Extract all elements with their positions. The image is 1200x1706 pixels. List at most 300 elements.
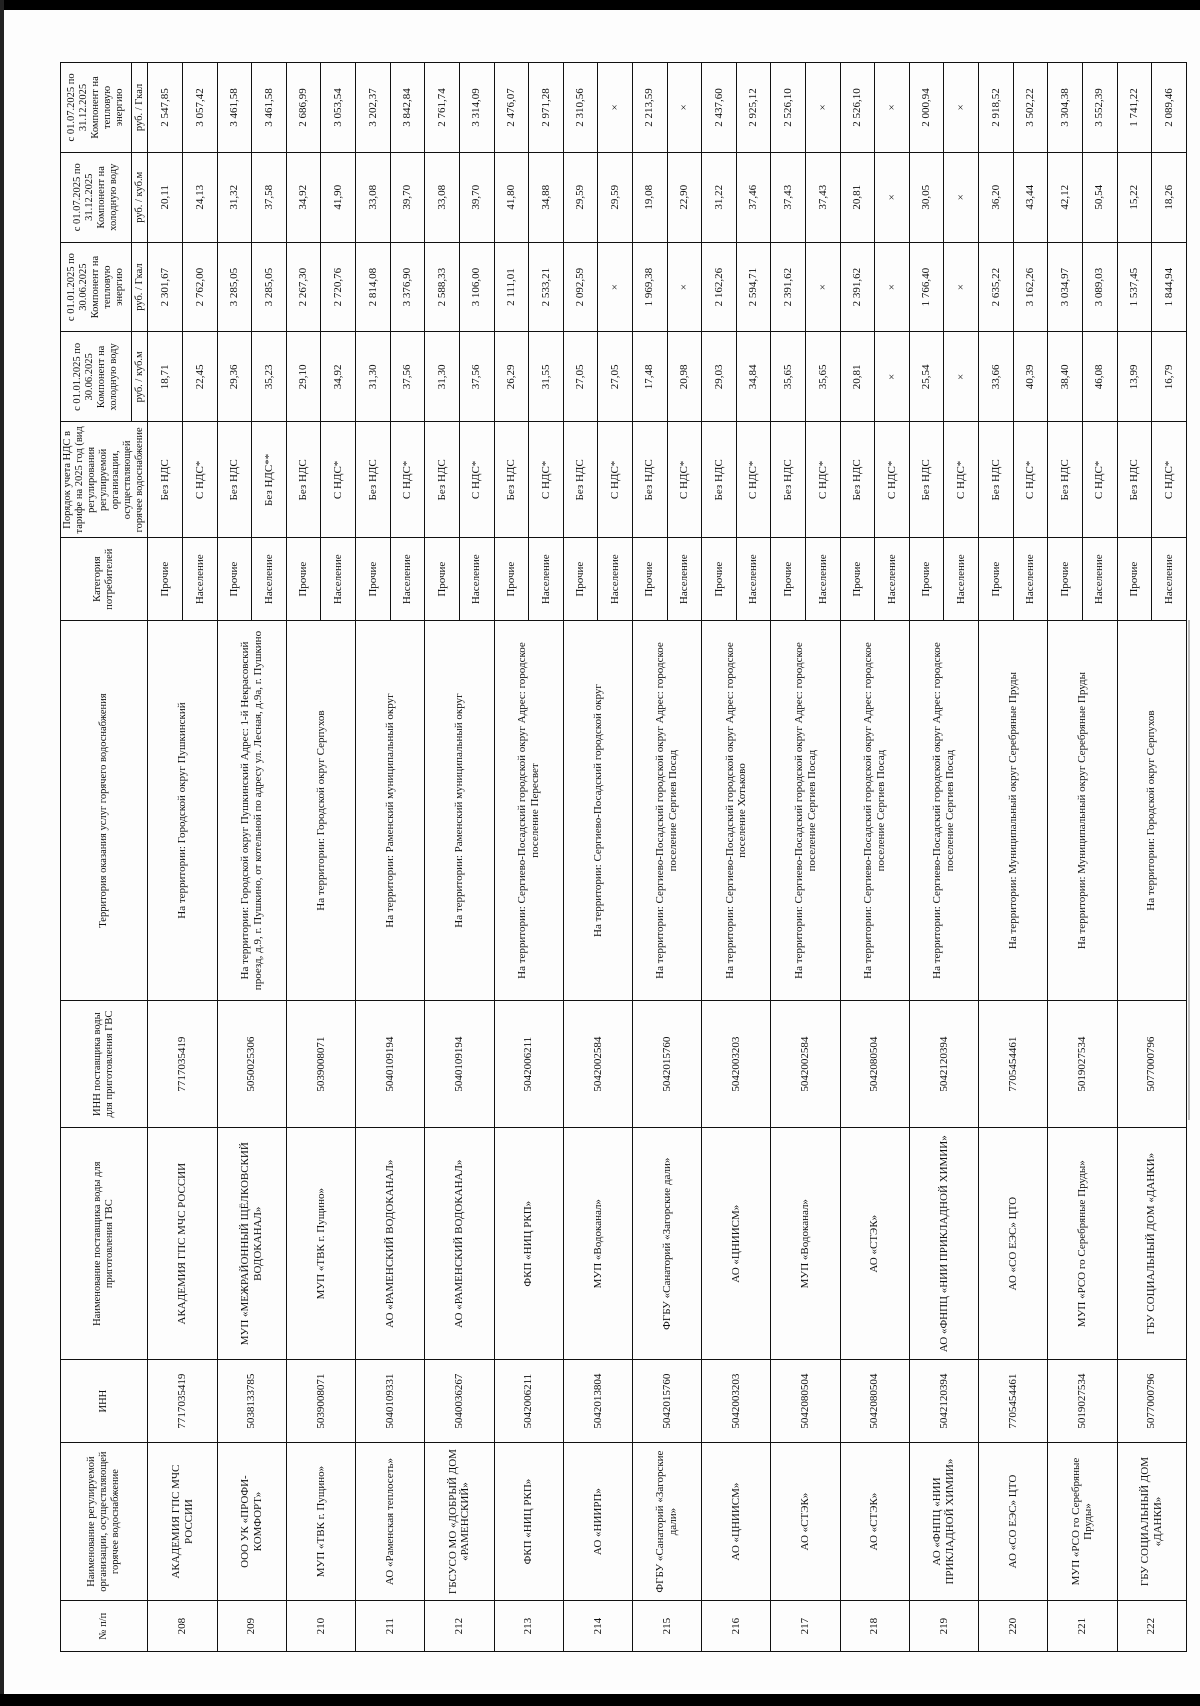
vat-mode: Без НДС [494,422,529,538]
consumer-category: Прочие [286,538,321,620]
org-inn: 5042003203 [702,1360,771,1442]
org-name: АКАДЕМИЯ ГПС МЧС РОССИИ [148,1442,217,1600]
p2-cold-value: 37,46 [736,152,771,242]
org-inn: 5019027534 [1048,1360,1117,1442]
org-inn: 5077000796 [1117,1360,1187,1442]
supplier-name: МУП «МЕЖРАЙОННЫЙ ЩЁЛКОВСКИЙ ВОДОКАНАЛ» [217,1128,286,1360]
row-number: 218 [840,1601,909,1652]
p2-cold-value: 37,43 [806,152,841,242]
row-number: 208 [148,1601,217,1652]
supplier-inn: 5039008071 [286,1001,355,1128]
p1-heat-value: 2 762,00 [183,242,218,332]
p1-heat-value: × [667,242,702,332]
row-number: 216 [702,1601,771,1652]
supplier-name: АО «СО ЕЭС» ЦТО [979,1128,1048,1360]
p2-heat-value: 3 314,09 [459,63,494,153]
territory: На территории: Городской округ Пушкинский Адрес: 1-й Некрасовский проезд, д.9, г. Пушкино, от котельной по адресу ул. Лесная, д.9а, г. Пушкино [217,620,286,1000]
consumer-category: Прочие [771,538,806,620]
table-row [632,63,667,1652]
supplier-inn: 5019027534 [1048,1001,1117,1128]
vat-mode: С НДС* [183,422,218,538]
p2-cold-value: 31,32 [217,152,252,242]
vat-mode: С НДС* [459,422,494,538]
p2-cold-value: 36,20 [979,152,1014,242]
p2-heat-value: 3 461,58 [252,63,287,153]
vat-mode: С НДС* [806,422,841,538]
header-org: Наименование регулируемой организации, осуществляющей горячее водоснабжение [61,1442,148,1600]
territory: На территории: Раменский муниципальный округ [356,620,425,1000]
supplier-inn: 5077000796 [1117,1001,1187,1128]
org-inn: 5042006211 [494,1360,563,1442]
consumer-category: Прочие [356,538,391,620]
vat-mode: С НДС* [944,422,979,538]
unit-p2-cold: руб. / куб.м [131,152,148,242]
consumer-category: Население [944,538,979,620]
p1-heat-value: 3 106,00 [459,242,494,332]
p1-heat-value: 2 162,26 [702,242,737,332]
p1-heat-value: 1 969,38 [632,242,667,332]
vat-mode: Без НДС [632,422,667,538]
p2-heat-value: 2 526,10 [840,63,875,153]
unit-p1-cold: руб. / куб.м [131,332,148,422]
header-p1-heat: с 01.01.2025 по 30.06.2025 Компонент на тепловую энергию [61,242,132,332]
supplier-inn: 5042002584 [563,1001,632,1128]
p2-cold-value: 34,92 [286,152,321,242]
supplier-name: АО «ЦНИИСМ» [702,1128,771,1360]
p2-cold-value: 42,12 [1048,152,1083,242]
p1-cold-value: 31,30 [356,332,391,422]
consumer-category: Население [875,538,910,620]
row-number: 211 [356,1601,425,1652]
p2-heat-value: 2 918,52 [979,63,1014,153]
org-inn: 5042013804 [563,1360,632,1442]
vat-mode: Без НДС [425,422,460,538]
row-number: 214 [563,1601,632,1652]
supplier-name: АКАДЕМИЯ ГПС МЧС РОССИИ [148,1128,217,1360]
row-number: 209 [217,1601,286,1652]
org-inn: 7717035419 [148,1360,217,1442]
p1-heat-value: 3 285,05 [252,242,287,332]
org-name: АО «СТЭК» [771,1442,840,1600]
p1-cold-value: 37,56 [390,332,425,422]
table-row [979,63,1014,1652]
p1-cold-value: 13,99 [1117,332,1152,422]
consumer-category: Прочие [840,538,875,620]
p1-cold-value: 35,23 [252,332,287,422]
org-inn: 5040109331 [356,1360,425,1442]
vat-mode: Без НДС [840,422,875,538]
supplier-inn: 5042003203 [702,1001,771,1128]
vat-mode: С НДС* [736,422,771,538]
row-number: 213 [494,1601,563,1652]
p1-heat-value: 2 092,59 [563,242,598,332]
supplier-inn: 5042080504 [840,1001,909,1128]
supplier-inn: 7717035419 [148,1001,217,1128]
p1-heat-value: 3 376,90 [390,242,425,332]
p1-cold-value: 37,56 [459,332,494,422]
vat-mode: Без НДС [286,422,321,538]
vat-mode: Без НДС [1117,422,1152,538]
org-inn: 5040036267 [425,1360,494,1442]
p1-cold-value: 31,30 [425,332,460,422]
consumer-category: Население [806,538,841,620]
vat-mode: Без НДС [356,422,391,538]
scan-top-edge [0,0,1200,10]
table-row [909,63,944,1652]
org-name: ФКП «НИЦ РКП» [494,1442,563,1600]
p2-heat-value: × [875,63,910,153]
row-number: 212 [425,1601,494,1652]
territory: На территории: Муниципальный округ Серебряные Пруды [979,620,1048,1000]
org-name: АО «ЦНИИСМ» [702,1442,771,1600]
p1-heat-value: 2 635,22 [979,242,1014,332]
supplier-inn: 5042002584 [771,1001,840,1128]
supplier-name: МУП «РСО го Серебряные Пруды» [1048,1128,1117,1360]
consumer-category: Прочие [702,538,737,620]
consumer-category: Прочие [425,538,460,620]
vat-mode: С НДС* [390,422,425,538]
org-name: АО «СО ЕЭС» ЦТО [979,1442,1048,1600]
supplier-name: МУП «ТВК г. Пущино» [286,1128,355,1360]
table-row [494,63,529,1652]
territory: На территории: Городской округ Пушкинский [148,620,217,1000]
table-row [702,63,737,1652]
rotated-table-wrapper [60,62,1178,1652]
territory: На территории: Сергиево-Посадский городской округ Адрес: городское поселение Пересвет [494,620,563,1000]
p1-cold-value: 25,54 [909,332,944,422]
territory: На территории: Сергиево-Посадский городской округ Адрес: городское поселение Сергиев Посад [632,620,701,1000]
row-number: 222 [1117,1601,1187,1652]
p2-cold-value: 33,08 [425,152,460,242]
p2-heat-value: 2 547,85 [148,63,183,153]
header-p2-heat: с 01.07.2025 по 31.12.2025 Компонент на тепловую энергию [61,63,132,153]
p1-heat-value: 2 588,33 [425,242,460,332]
p2-heat-value: 2 761,74 [425,63,460,153]
header-territory: Территория оказания услуг горячего водоснабжения [61,620,148,1000]
vat-mode: С НДС* [529,422,564,538]
p2-cold-value: 30,05 [909,152,944,242]
p1-heat-value: 2 594,71 [736,242,771,332]
scan-margin-line [1188,620,1190,1120]
p2-heat-value: 2 971,28 [529,63,564,153]
p2-heat-value: 3 502,22 [1013,63,1048,153]
row-number: 217 [771,1601,840,1652]
org-inn: 5038133785 [217,1360,286,1442]
p2-heat-value: × [598,63,633,153]
p2-cold-value: 29,59 [598,152,633,242]
p1-heat-value: × [806,242,841,332]
vat-mode: Без НДС [702,422,737,538]
p2-cold-value: 50,54 [1082,152,1117,242]
p2-heat-value: 2 213,59 [632,63,667,153]
territory: На территории: Городской округ Серпухов [1117,620,1187,1000]
p2-heat-value: 2 686,99 [286,63,321,153]
p2-heat-value: 3 461,58 [217,63,252,153]
p1-cold-value: 20,98 [667,332,702,422]
p2-heat-value: 3 057,42 [183,63,218,153]
table-row [563,63,598,1652]
consumer-category: Население [252,538,287,620]
p1-cold-value: 29,36 [217,332,252,422]
p2-cold-value: 31,22 [702,152,737,242]
consumer-category: Прочие [979,538,1014,620]
p2-cold-value: 37,43 [771,152,806,242]
p1-cold-value: 29,10 [286,332,321,422]
header-p1-cold: с 01.01.2025 по 30.06.2025 Компонент на холодную воду [61,332,132,422]
p2-cold-value: × [944,152,979,242]
p1-cold-value: 33,66 [979,332,1014,422]
supplier-inn: 7705454461 [979,1001,1048,1128]
org-inn: 5042080504 [771,1360,840,1442]
p2-cold-value: 24,13 [183,152,218,242]
p1-cold-value: 38,40 [1048,332,1083,422]
p1-heat-value: × [875,242,910,332]
p1-heat-value: 2 301,67 [148,242,183,332]
row-number: 219 [909,1601,978,1652]
consumer-category: Прочие [1117,538,1152,620]
vat-mode: Без НДС [217,422,252,538]
p1-cold-value: 26,29 [494,332,529,422]
p2-heat-value: 3 552,39 [1082,63,1117,153]
org-name: МУП «ТВК г. Пущино» [286,1442,355,1600]
supplier-name: АО «РАМЕНСКИЙ ВОДОКАНАЛ» [356,1128,425,1360]
p2-cold-value: 39,70 [459,152,494,242]
consumer-category: Население [183,538,218,620]
vat-mode: Без НДС** [252,422,287,538]
tariff-table [60,62,1187,1652]
p2-cold-value: 19,08 [632,152,667,242]
p1-heat-value: × [944,242,979,332]
header-supplier: Наименование поставщика воды для приготовления ГВС [61,1128,148,1360]
p1-cold-value: 27,05 [598,332,633,422]
p1-cold-value: 22,45 [183,332,218,422]
p1-cold-value: 27,05 [563,332,598,422]
p1-cold-value: 34,92 [321,332,356,422]
p1-cold-value: 31,55 [529,332,564,422]
supplier-name: ФКП «НИЦ РКП» [494,1128,563,1360]
supplier-inn: 5040109194 [356,1001,425,1128]
vat-mode: С НДС* [1152,422,1187,538]
supplier-inn: 5040109194 [425,1001,494,1128]
table-body [148,63,1187,1652]
p1-cold-value: 35,65 [771,332,806,422]
consumer-category: Население [667,538,702,620]
p1-heat-value: 3 089,03 [1082,242,1117,332]
p2-heat-value: 2 000,94 [909,63,944,153]
p2-heat-value: 2 526,10 [771,63,806,153]
p2-cold-value: 33,08 [356,152,391,242]
unit-p2-heat: руб. / Гкал [131,63,148,153]
unit-p1-heat: руб. / Гкал [131,242,148,332]
p2-cold-value: 41,80 [494,152,529,242]
territory: На территории: Сергиево-Посадский городской округ Адрес: городское поселение Хотьково [702,620,771,1000]
supplier-name: ФГБУ «Санаторий «Загорские дали» [632,1128,701,1360]
vat-mode: С НДС* [1013,422,1048,538]
p1-cold-value: 20,81 [840,332,875,422]
p2-heat-value: 2 089,46 [1152,63,1187,153]
header-category: Категория потребителей [61,538,148,620]
table-row [217,63,252,1652]
p2-heat-value: 3 842,84 [390,63,425,153]
p1-heat-value: 3 034,97 [1048,242,1083,332]
consumer-category: Население [459,538,494,620]
consumer-category: Население [1152,538,1187,620]
p1-cold-value: 16,79 [1152,332,1187,422]
p1-cold-value: 34,84 [736,332,771,422]
p1-heat-value: 2 111,01 [494,242,529,332]
consumer-category: Население [736,538,771,620]
vat-mode: С НДС* [667,422,702,538]
p1-cold-value: × [944,332,979,422]
supplier-inn: 5042120394 [909,1001,978,1128]
org-name: ГБУ СОЦИАЛЬНЫЙ ДОМ «ДАНКИ» [1117,1442,1187,1600]
vat-mode: Без НДС [979,422,1014,538]
table-row [771,63,806,1652]
p1-cold-value: 17,48 [632,332,667,422]
table-row [840,63,875,1652]
territory: На территории: Сергиево-Посадский городской округ [563,620,632,1000]
consumer-category: Население [529,538,564,620]
vat-mode: Без НДС [1048,422,1083,538]
p1-cold-value: 35,65 [806,332,841,422]
table-row [148,63,183,1652]
supplier-inn: 5042015760 [632,1001,701,1128]
org-inn: 5042015760 [632,1360,701,1442]
org-name: ООО УК «ПРОФИ-КОМФОРТ» [217,1442,286,1600]
p2-heat-value: × [667,63,702,153]
p2-heat-value: 2 476,07 [494,63,529,153]
p2-heat-value: × [806,63,841,153]
p2-cold-value: × [875,152,910,242]
supplier-name: АО «РАМЕНСКИЙ ВОДОКАНАЛ» [425,1128,494,1360]
org-name: АО «ФНПЦ «НИИ ПРИКЛАДНОЙ ХИМИИ» [909,1442,978,1600]
p2-cold-value: 29,59 [563,152,598,242]
consumer-category: Население [1013,538,1048,620]
p1-heat-value: 1 537,45 [1117,242,1152,332]
consumer-category: Население [598,538,633,620]
org-inn: 5039008071 [286,1360,355,1442]
consumer-category: Прочие [1048,538,1083,620]
p1-heat-value: 2 533,21 [529,242,564,332]
header-p2-cold: с 01.07.2025 по 31.12.2025 Компонент на холодную воду [61,152,132,242]
header-vat: Порядок учета НДС в тарифе на 2025 год (вид регулирования регулируемой организации, осуществляющей горячее водоснабжение [61,422,148,538]
p1-cold-value: 40,39 [1013,332,1048,422]
scan-left-edge [0,0,4,1706]
table-row [286,63,321,1652]
p2-heat-value: 2 925,12 [736,63,771,153]
p2-heat-value: 2 310,56 [563,63,598,153]
consumer-category: Прочие [632,538,667,620]
p1-heat-value: × [598,242,633,332]
territory: На территории: Городской округ Серпухов [286,620,355,1000]
vat-mode: С НДС* [875,422,910,538]
vat-mode: Без НДС [909,422,944,538]
table-row [425,63,460,1652]
p1-heat-value: 1 766,40 [909,242,944,332]
vat-mode: С НДС* [1082,422,1117,538]
p1-cold-value: × [875,332,910,422]
territory: На территории: Муниципальный округ Серебряные Пруды [1048,620,1117,1000]
supplier-name: МУП «Водоканал» [771,1128,840,1360]
org-name: МУП «РСО го Серебряные Пруды» [1048,1442,1117,1600]
p1-cold-value: 46,08 [1082,332,1117,422]
territory: На территории: Сергиево-Посадский городской округ Адрес: городское поселение Сергиев Посад [771,620,840,1000]
p1-heat-value: 3 285,05 [217,242,252,332]
table-row [1048,63,1083,1652]
p2-heat-value: 3 304,38 [1048,63,1083,153]
p1-heat-value: 2 391,62 [840,242,875,332]
header-supplier-inn: ИНН поставщика воды для приготовления ГВС [61,1001,148,1128]
supplier-name: АО «ФНПЦ «НИИ ПРИКЛАДНОЙ ХИМИИ» [909,1128,978,1360]
territory: На территории: Сергиево-Посадский городской округ Адрес: городское поселение Сергиев Посад [909,620,978,1000]
p2-cold-value: 20,81 [840,152,875,242]
consumer-category: Население [321,538,356,620]
p2-cold-value: 43,44 [1013,152,1048,242]
table-row [356,63,391,1652]
p1-heat-value: 3 162,26 [1013,242,1048,332]
vat-mode: Без НДС [148,422,183,538]
org-inn: 7705454461 [979,1360,1048,1442]
supplier-name: АО «СТЭК» [840,1128,909,1360]
p2-cold-value: 39,70 [390,152,425,242]
header-inn: ИНН [61,1360,148,1442]
row-number: 210 [286,1601,355,1652]
consumer-category: Прочие [563,538,598,620]
p1-cold-value: 29,03 [702,332,737,422]
p1-heat-value: 1 844,94 [1152,242,1187,332]
p1-cold-value: 18,71 [148,332,183,422]
p2-cold-value: 22,90 [667,152,702,242]
p2-cold-value: 15,22 [1117,152,1152,242]
header-num: № п/п [61,1601,148,1652]
consumer-category: Прочие [217,538,252,620]
p2-heat-value: 3 053,54 [321,63,356,153]
org-name: АО «Раменская теплосеть» [356,1442,425,1600]
territory: На территории: Раменский муниципальный округ [425,620,494,1000]
consumer-category: Население [390,538,425,620]
org-name: ФГБУ «Санаторий «Загорские дали» [632,1442,701,1600]
table-header [61,63,148,1652]
consumer-category: Прочие [148,538,183,620]
vat-mode: Без НДС [563,422,598,538]
row-number: 221 [1048,1601,1117,1652]
p2-cold-value: 41,90 [321,152,356,242]
supplier-name: МУП «Водоканал» [563,1128,632,1360]
p2-cold-value: 18,26 [1152,152,1187,242]
supplier-name: ГБУ СОЦИАЛЬНЫЙ ДОМ «ДАНКИ» [1117,1128,1187,1360]
p1-heat-value: 2 814,08 [356,242,391,332]
row-number: 215 [632,1601,701,1652]
supplier-inn: 5050025306 [217,1001,286,1128]
vat-mode: С НДС* [321,422,356,538]
p2-heat-value: 1 741,22 [1117,63,1152,153]
p2-cold-value: 37,58 [252,152,287,242]
p1-heat-value: 2 720,76 [321,242,356,332]
p1-heat-value: 2 391,62 [771,242,806,332]
org-name: АО «СТЭК» [840,1442,909,1600]
org-name: АО «НИИРП» [563,1442,632,1600]
scan-bottom-edge [0,1694,1200,1706]
p2-heat-value: × [944,63,979,153]
org-name: ГБСУСО МО «ДОБРЫЙ ДОМ «РАМЕНСКИЙ» [425,1442,494,1600]
org-inn: 5042120394 [909,1360,978,1442]
consumer-category: Прочие [494,538,529,620]
consumer-category: Прочие [909,538,944,620]
p2-heat-value: 3 202,37 [356,63,391,153]
p2-cold-value: 20,11 [148,152,183,242]
vat-mode: С НДС* [598,422,633,538]
org-inn: 5042080504 [840,1360,909,1442]
